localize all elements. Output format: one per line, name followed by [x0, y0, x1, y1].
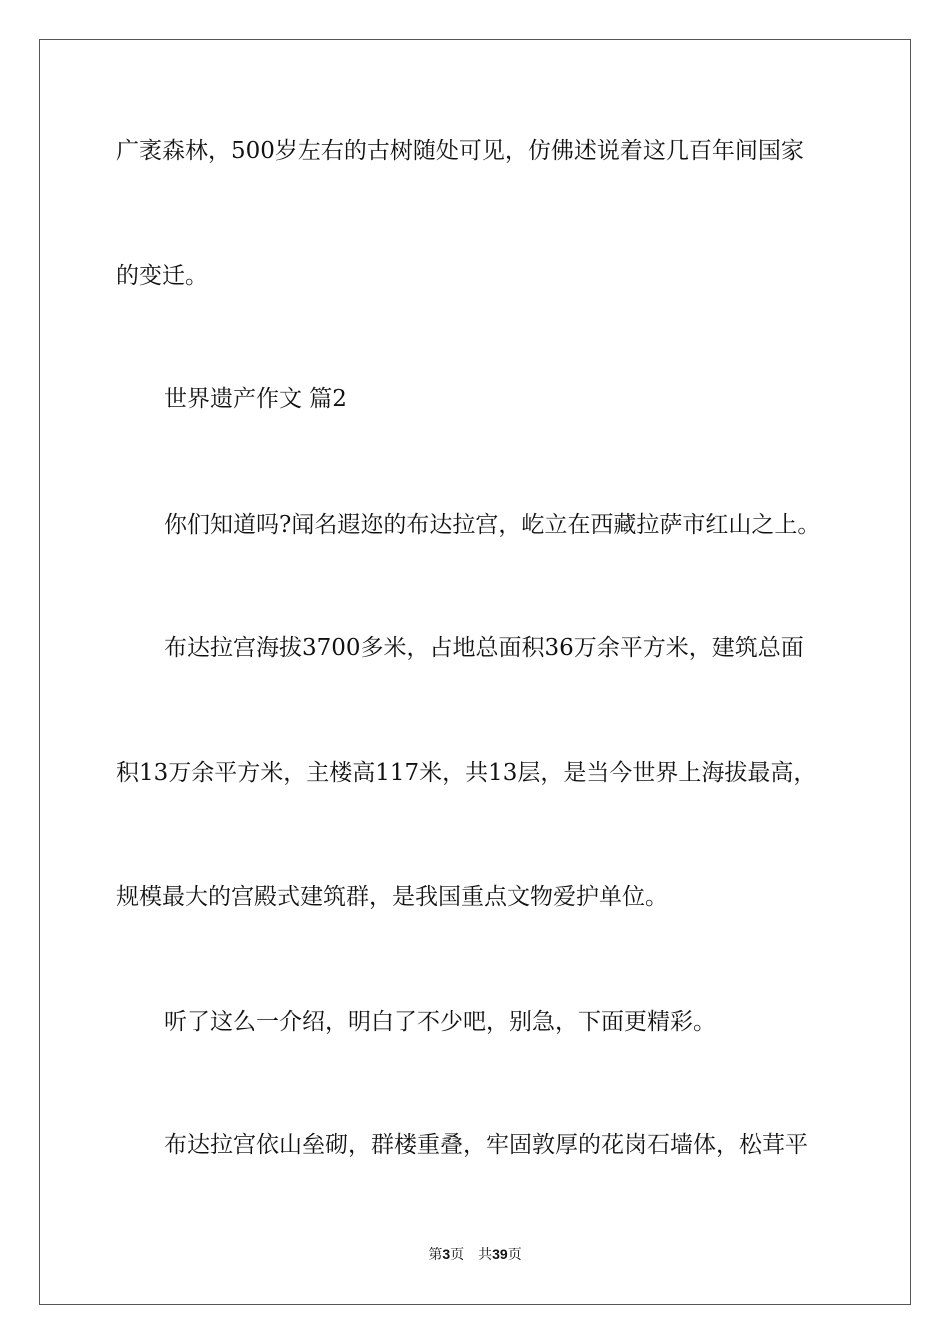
paragraph-line-8: 布达拉宫依山垒砌，群楼重叠，牢固敦厚的花岗石墙体，松茸平: [164, 1132, 808, 1158]
page-footer: [0, 1245, 950, 1264]
total-prefix: 共: [478, 1247, 493, 1263]
page-suffix: 页: [450, 1247, 465, 1263]
page-border: [39, 39, 911, 1305]
paragraph-line-6: 规模最大的宫殿式建筑群，是我国重点文物爱护单位。: [116, 884, 668, 910]
page-prefix: 第: [428, 1247, 443, 1263]
section-heading: 世界遗产作文 篇2: [164, 386, 347, 412]
paragraph-line-2: 的变迁。: [116, 263, 208, 289]
total-pages: 39: [492, 1246, 508, 1262]
paragraph-line-4: 布达拉宫海拔3700多米，占地总面积36万余平方米，建筑总面: [164, 635, 804, 661]
paragraph-line-5: 积13万余平方米，主楼高117米，共13层，是当今世界上海拔最高，: [116, 760, 817, 786]
paragraph-line-1: 广袤森林，500岁左右的古树随处可见，仿佛述说着这几百年间国家: [116, 138, 804, 164]
page-number: 3: [442, 1246, 451, 1262]
paragraph-line-3: 你们知道吗?闻名遐迩的布达拉宫，屹立在西藏拉萨市红山之上。: [164, 512, 821, 538]
total-suffix: 页: [507, 1247, 522, 1263]
paragraph-line-7: 听了这么一介绍，明白了不少吧，别急，下面更精彩。: [164, 1009, 716, 1035]
